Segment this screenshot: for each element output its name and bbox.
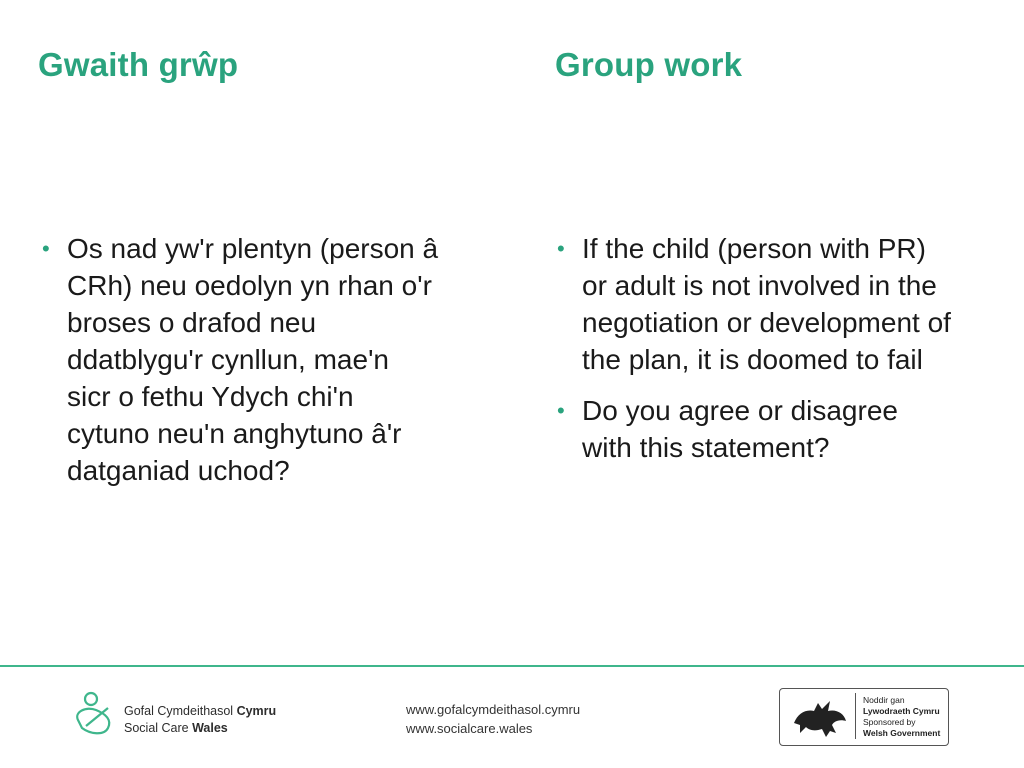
- footer-urls: [406, 700, 580, 738]
- welsh-bullet-list: [40, 230, 440, 503]
- bullet-text: If the child (person with PR) or adult is not involved in the negotiation or development of the plan, it is doomed to fail: [582, 233, 951, 375]
- footer-divider: [0, 665, 1024, 667]
- english-bullet-list: [555, 230, 955, 480]
- bullet-dot-icon: •: [42, 236, 50, 261]
- wg-logo-divider: [855, 693, 856, 739]
- social-care-wales-logo-text: Gofal Cymdeithasol Cymru Social Care Wales: [124, 704, 277, 735]
- url-welsh[interactable]: www.gofalcymdeithasol.cymru: [406, 702, 581, 717]
- bullet-dot-icon: •: [557, 398, 565, 423]
- dragon-icon: [788, 693, 852, 741]
- bullet-item: [40, 230, 440, 489]
- bullet-item: [555, 230, 955, 378]
- url-english[interactable]: www.socialcare.wales: [406, 721, 533, 736]
- welsh-government-logo-text: Noddir gan Lywodraeth Cymru Sponsored by Welsh Government: [863, 695, 941, 738]
- title-welsh: Gwaith grŵp: [38, 46, 239, 83]
- bullet-item: [555, 392, 955, 466]
- bullet-text: Os nad yw'r plentyn (person â CRh) neu oedolyn yn rhan o'r broses o drafod neu ddatblygu'r cynllun, mae'n sicr o fethu Ydych chi'n cytuno neu'n anghytuno â'r datganiad uchod?: [67, 233, 439, 486]
- title-english: Group work: [555, 46, 743, 83]
- bullet-dot-icon: •: [557, 236, 565, 261]
- bullet-text: Do you agree or disagree with this statement?: [582, 395, 898, 463]
